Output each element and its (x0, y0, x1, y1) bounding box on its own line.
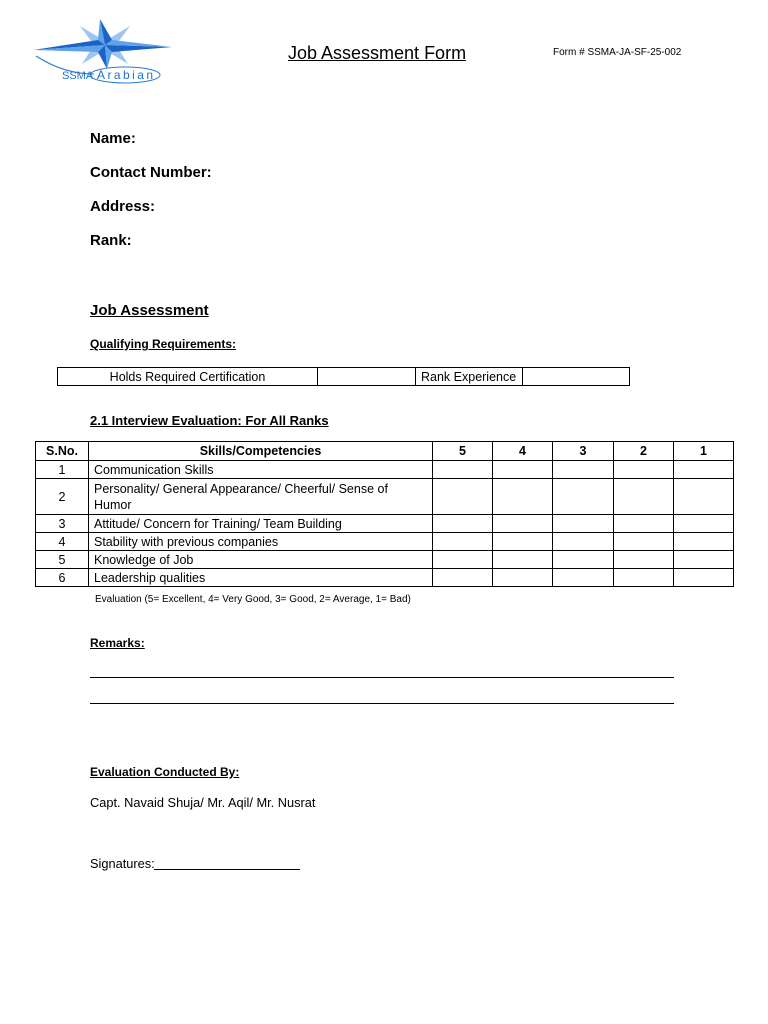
rank-experience-label: Rank Experience (416, 368, 523, 386)
rating-cell-5 (433, 551, 493, 569)
column-header-sno: S.No. (36, 442, 89, 461)
skill-number: 3 (36, 515, 89, 533)
skill-name: Personality/ General Appearance/ Cheerful/ Sense of Humor (94, 481, 388, 512)
rating-cell-5 (433, 533, 493, 551)
column-header-score-1: 1 (674, 442, 734, 461)
rating-cell-1 (674, 551, 734, 569)
form-number: Form # SSMA-JA-SF-25-002 (553, 47, 682, 58)
rating-cell-4 (493, 551, 553, 569)
rank-experience-value-cell (523, 368, 630, 386)
skill-name: Attitude/ Concern for Training/ Team Building (89, 515, 433, 533)
skill-number: 2 (36, 479, 89, 515)
rating-cell-3 (553, 461, 614, 479)
rating-cell-2 (614, 569, 674, 587)
company-logo (28, 16, 178, 86)
compass-star-icon (33, 19, 172, 74)
rating-cell-3 (553, 533, 614, 551)
name-label: Name: (90, 130, 136, 147)
rating-cell-5 (433, 461, 493, 479)
rating-cell-4 (493, 479, 553, 515)
rating-cell-2 (614, 515, 674, 533)
rating-scale-legend: Evaluation (5= Excellent, 4= Very Good, 3= Good, 2= Average, 1= Bad) (95, 594, 411, 605)
column-header-skills: Skills/Competencies (89, 442, 433, 461)
qualifying-requirements-table (57, 367, 630, 386)
certification-label: Holds Required Certification (58, 368, 318, 386)
rating-cell-5 (433, 569, 493, 587)
qualifying-row (58, 368, 630, 386)
evaluators-names: Capt. Navaid Shuja/ Mr. Aqil/ Mr. Nusrat (90, 795, 316, 810)
logo-text-arabian: Arabian (97, 68, 153, 82)
skill-number: 6 (36, 569, 89, 587)
rating-cell-2 (614, 533, 674, 551)
qualifying-requirements-heading: Qualifying Requirements: (90, 337, 237, 351)
skill-name-cell (89, 479, 433, 515)
rating-cell-4 (493, 533, 553, 551)
rating-cell-2 (614, 551, 674, 569)
signatures-label: Signatures: (90, 856, 155, 871)
job-assessment-heading: Job Assessment (90, 302, 209, 319)
skill-row (36, 533, 734, 551)
evaluation-conducted-by-heading: Evaluation Conducted By: (90, 765, 240, 779)
rating-cell-1 (674, 461, 734, 479)
table-header-row (36, 442, 734, 461)
skill-name: Knowledge of Job (89, 551, 433, 569)
skill-row (36, 551, 734, 569)
rating-cell-3 (553, 569, 614, 587)
rating-cell-1 (674, 569, 734, 587)
rank-label: Rank: (90, 232, 132, 249)
skill-name: Stability with previous companies (89, 533, 433, 551)
document-title: Job Assessment Form (288, 43, 467, 63)
remarks-line (90, 703, 674, 704)
rating-cell-4 (493, 461, 553, 479)
skill-row (36, 461, 734, 479)
rating-cell-4 (493, 515, 553, 533)
rating-cell-3 (553, 515, 614, 533)
skill-row (36, 479, 734, 515)
rating-cell-2 (614, 479, 674, 515)
column-header-score-2: 2 (614, 442, 674, 461)
interview-evaluation-table (35, 441, 734, 587)
skill-number: 1 (36, 461, 89, 479)
remarks-heading: Remarks: (90, 636, 145, 650)
rating-cell-5 (433, 479, 493, 515)
logo-text-ssma: SSMA (62, 70, 94, 82)
signature-line (154, 869, 300, 870)
rating-cell-3 (553, 551, 614, 569)
remarks-line (90, 677, 674, 678)
contact-number-label: Contact Number: (90, 164, 212, 181)
skill-row (36, 515, 734, 533)
rating-cell-4 (493, 569, 553, 587)
column-header-score-5: 5 (433, 442, 493, 461)
skill-name: Leadership qualities (89, 569, 433, 587)
rating-cell-5 (433, 515, 493, 533)
skill-number: 4 (36, 533, 89, 551)
address-label: Address: (90, 198, 156, 215)
rating-cell-3 (553, 479, 614, 515)
skill-name: Communication Skills (89, 461, 433, 479)
skill-row (36, 569, 734, 587)
column-header-score-3: 3 (553, 442, 614, 461)
rating-cell-2 (614, 461, 674, 479)
skill-number: 5 (36, 551, 89, 569)
rating-cell-1 (674, 479, 734, 515)
rating-cell-1 (674, 533, 734, 551)
rating-cell-1 (674, 515, 734, 533)
column-header-score-4: 4 (493, 442, 553, 461)
interview-evaluation-heading: 2.1 Interview Evaluation: For All Ranks (90, 413, 329, 428)
certification-value-cell (318, 368, 416, 386)
